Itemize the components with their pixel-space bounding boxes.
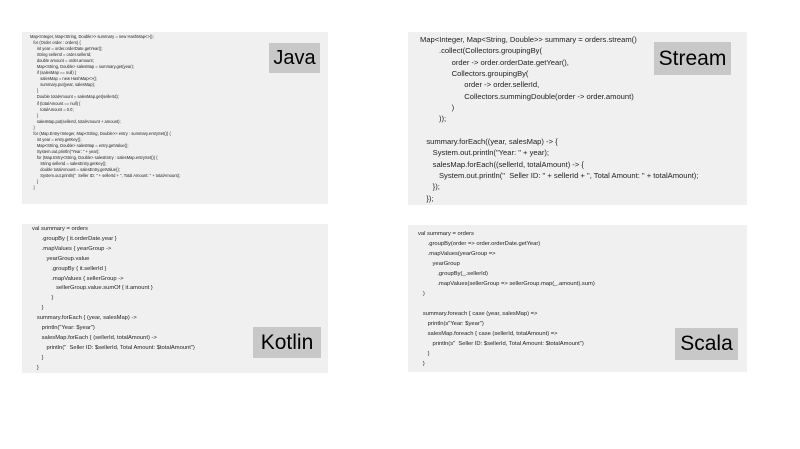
java-code-block: Map<Integer, Map<String, Double>> summary = new HashMap<>(); for (Order order : orders) { int year = order.orderDate.getYear(); String sellerId = order.sellerId; double amount = order.amount; Map<String, Double> salesMap = summary.get(year); if (salesMap == null) { salesMap = new HashMap<>(); summary.put(year, salesMap); } Double totalAmount = salesMap.get(sellerId); if (totalAmount == null) { totalAmount = 0.0; } salesMap.put(sellerId, totalAmount + amount); } for (Map.Entry<Integer, Map<String, Double>> entry : summary.entrySet()) { int year = entry.getKey(); Map<String, Double> salesMap = entry.getValue(); System.out.println("Year: " + year); for (Map.Entry<String, Double> salesEntry : salesMap.entrySet()) { String sellerId = salesEntry.getKey(); double totalAmount = salesEntry.getValue(); System.out.println(" Seller ID: " + sellerId + ", Total Amount: " + totalAmount); } }	[30, 34, 181, 191]
scala-code-panel	[408, 225, 747, 372]
stream-code-block: Map<Integer, Map<String, Double>> summary = orders.stream() .collect(Collectors.groupingBy( order -> order.orderDate.getYear(), Collectors.groupingBy( order -> order.sellerId, Collectors.summingDouble(order -> order.amount) ) )); summary.forEach((year, salesMap) -> { System.out.println("Year: " + year); salesMap.forEach((sellerId, totalAmount) -> { System.out.println(" Seller ID: " + sellerId + ", Total Amount: " + totalAmount); }); });	[420, 35, 699, 203]
scala-code-block: val summary = orders .groupBy(order => order.orderDate.getYear) .mapValues(yearGroup => yearGroup .groupBy(_.sellerId) .mapValues(sellerGroup => sellerGroup.map(_.amount).sum) ) summary.foreach { case (year, salesMap) => println(s"Year: $year") salesMap.foreach { case (sellerId, totalAmount) => println(s" Seller ID: $sellerId, Total Amount: $totalAmount") } }	[418, 231, 595, 367]
stream-code-panel	[408, 32, 747, 205]
scala-label: Scala	[675, 328, 738, 360]
kotlin-code-panel	[22, 224, 328, 373]
java-code-panel	[22, 32, 328, 204]
stream-label: Stream	[654, 42, 731, 75]
kotlin-label: Kotlin	[253, 327, 321, 358]
java-label: Java	[269, 43, 320, 73]
kotlin-code-block: val summary = orders .groupBy { it.orderDate.year } .mapValues { yearGroup -> yearGroup.value .groupBy { it.sellerId } .mapValues { sellerGroup -> sellerGroup.value.sumOf { it.amount } } } summary.forEach { (year, salesMap) -> println("Year: $year") salesMap.forEach { (sellerId, totalAmount) -> println(" Seller ID: $sellerId, Total Amount: $totalAmount") } }	[32, 226, 195, 371]
